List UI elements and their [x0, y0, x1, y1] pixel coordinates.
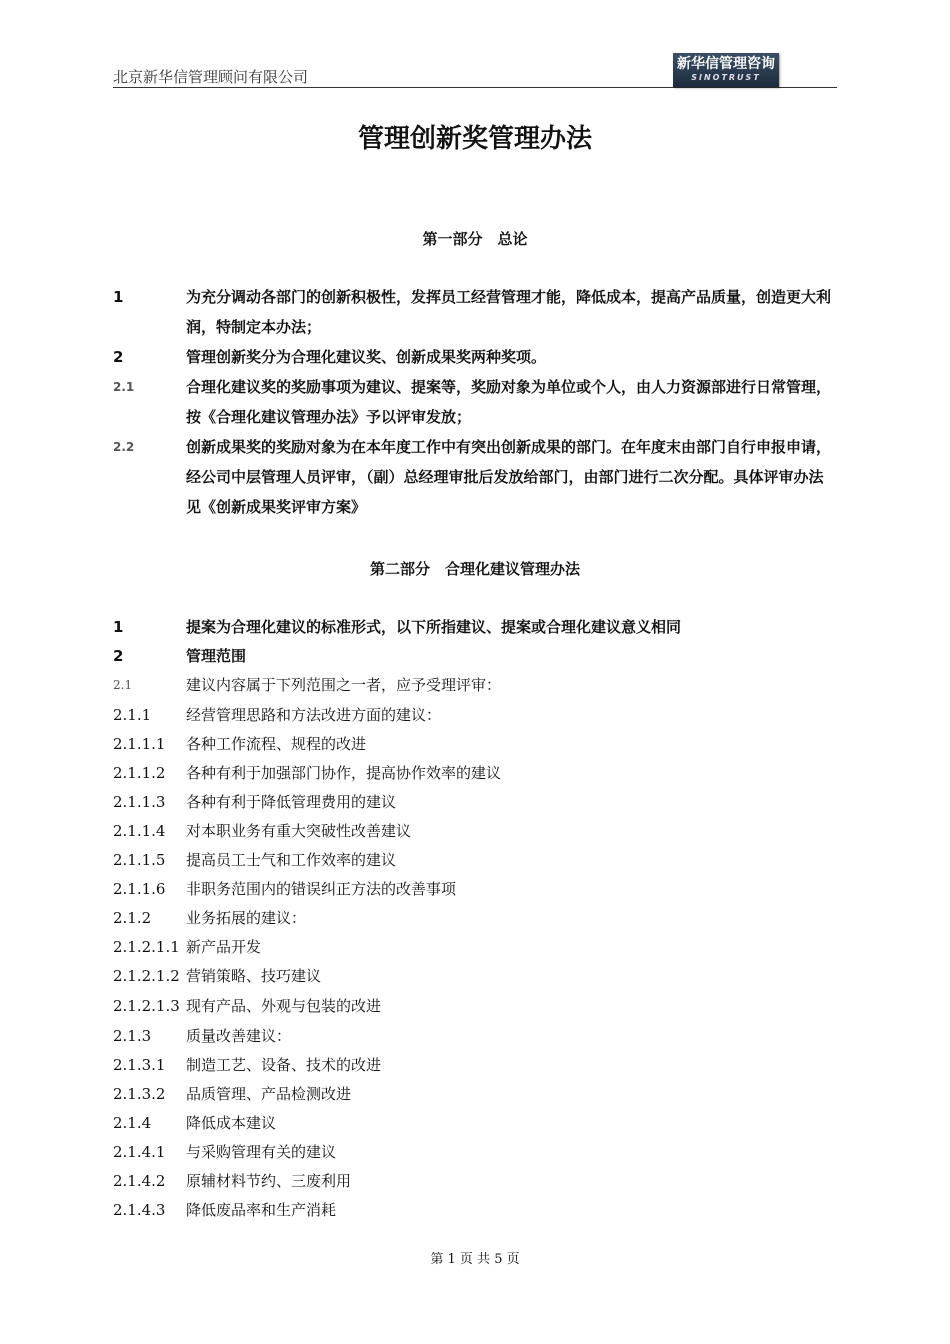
list-item — [113, 961, 837, 991]
item-text: 各种工作流程、规程的改进 — [186, 735, 367, 753]
list-item — [113, 932, 837, 962]
item-number: 2.1.1 — [113, 706, 152, 724]
page-header — [113, 56, 837, 88]
list-item — [113, 1050, 837, 1080]
page-footer: 第 1 页 共 5 页 — [430, 1252, 520, 1267]
item-text: 营销策略、技巧建议 — [186, 967, 322, 985]
company-logo — [673, 53, 779, 87]
list-item — [113, 1195, 837, 1225]
list-item — [113, 787, 837, 817]
item-number: 2.1.3.2 — [113, 1085, 166, 1103]
item-number: 2.1.2.1.3 — [113, 997, 180, 1015]
item-number: 2.1.4 — [113, 1114, 152, 1132]
item-text: 原辅材料节约、三废利用 — [186, 1172, 352, 1190]
item-text: 品质管理、产品检测改进 — [186, 1085, 352, 1103]
item-number: 2.1.4.2 — [113, 1172, 166, 1190]
item-text: 降低废品率和生产消耗 — [186, 1201, 337, 1219]
logo-chinese-text: 新华信管理咨询 — [677, 56, 775, 72]
company-name: 北京新华信管理顾问有限公司 — [113, 68, 309, 86]
item-number: 2.1.3 — [113, 1027, 152, 1045]
list-item — [113, 1021, 837, 1051]
item-number: 2.1.1.1 — [113, 735, 166, 753]
list-item — [113, 641, 837, 671]
item-number: 2.1.1.4 — [113, 822, 166, 840]
logo-english-text: SINOTRUST — [691, 73, 761, 82]
list-item — [113, 342, 837, 372]
item-number: 2.1.1.5 — [113, 851, 166, 869]
item-text: 管理范围 — [186, 647, 247, 665]
item-text: 各种有利于降低管理费用的建议 — [186, 793, 397, 811]
list-item — [113, 1166, 837, 1196]
item-number: 2.1.1.3 — [113, 793, 166, 811]
item-number: 2.1.2.1.2 — [113, 967, 180, 985]
item-number: 1 — [113, 288, 124, 306]
item-text: 质量改善建议： — [186, 1027, 292, 1045]
list-item — [113, 874, 837, 904]
item-number: 2.1.4.1 — [113, 1143, 166, 1161]
item-text: 非职务范围内的错误纠正方法的改善事项 — [186, 880, 457, 898]
item-text: 现有产品、外观与包装的改进 — [186, 997, 382, 1015]
item-number: 2.1.2 — [113, 909, 152, 927]
item-number: 2.1 — [113, 678, 133, 692]
item-text: 对本职业务有重大突破性改善建议 — [186, 822, 412, 840]
item-text: 管理创新奖分为合理化建议奖、创新成果奖两种奖项。 — [186, 348, 547, 366]
list-item — [113, 1137, 837, 1167]
list-item — [113, 991, 837, 1021]
item-text: 建议内容属于下列范围之一者，应予受理评审： — [186, 676, 502, 694]
part1-heading: 第一部分 总论 — [422, 230, 528, 248]
item-number: 2.1.1.2 — [113, 764, 166, 782]
item-number: 2.1 — [113, 380, 135, 394]
item-number: 2.1.2.1.1 — [113, 938, 180, 956]
list-item — [113, 670, 837, 700]
document-title: 管理创新奖管理办法 — [357, 124, 592, 154]
list-item — [113, 612, 837, 642]
item-number: 2.1.3.1 — [113, 1056, 166, 1074]
list-item — [113, 700, 837, 730]
item-number: 2.1.1.6 — [113, 880, 166, 898]
item-number: 2 — [113, 348, 124, 366]
item-text: 创新成果奖的奖励对象为在本年度工作中有突出创新成果的部门。在年度末由部门自行申报申请，经公司中层管理人员评审，（副）总经理审批后发放给部门，由部门进行二次分配。具体评审办法见《创新成果奖评审方案》 — [186, 438, 832, 516]
item-text: 与采购管理有关的建议 — [186, 1143, 337, 1161]
item-text: 业务拓展的建议： — [186, 909, 307, 927]
item-number: 1 — [113, 618, 124, 636]
item-text: 各种有利于加强部门协作，提高协作效率的建议 — [186, 764, 502, 782]
list-item — [113, 372, 837, 432]
item-text: 合理化建议奖的奖励事项为建议、提案等，奖励对象为单位或个人，由人力资源部进行日常管理，按《合理化建议管理办法》予以评审发放； — [186, 378, 832, 426]
list-item — [113, 729, 837, 759]
item-text: 降低成本建议 — [186, 1114, 277, 1132]
list-item — [113, 1108, 837, 1138]
list-item — [113, 845, 837, 875]
list-item — [113, 432, 837, 522]
item-text: 制造工艺、设备、技术的改进 — [186, 1056, 382, 1074]
list-item — [113, 758, 837, 788]
item-text: 新产品开发 — [186, 938, 262, 956]
list-item — [113, 903, 837, 933]
list-item — [113, 1079, 837, 1109]
item-text: 经营管理思路和方法改进方面的建议： — [186, 706, 442, 724]
item-text: 为充分调动各部门的创新积极性，发挥员工经营管理才能，降低成本，提高产品质量，创造更大利润，特制定本办法； — [186, 288, 832, 336]
item-number: 2.1.4.3 — [113, 1201, 166, 1219]
part2-heading: 第二部分 合理化建议管理办法 — [369, 560, 580, 578]
list-item — [113, 816, 837, 846]
item-text: 提案为合理化建议的标准形式，以下所指建议、提案或合理化建议意义相同 — [186, 618, 682, 636]
item-number: 2 — [113, 647, 124, 665]
item-number: 2.2 — [113, 440, 135, 454]
item-text: 提高员工士气和工作效率的建议 — [186, 851, 397, 869]
list-item — [113, 282, 837, 342]
